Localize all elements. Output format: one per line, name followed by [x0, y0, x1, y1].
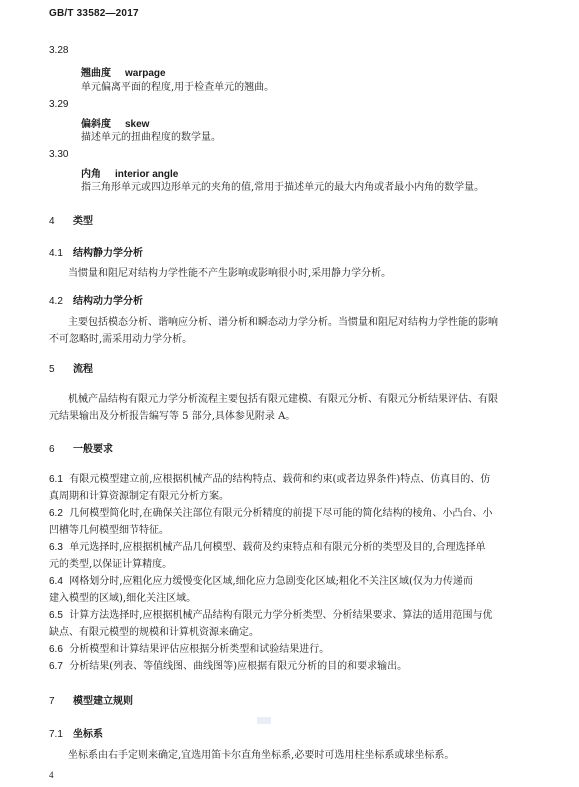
subsection-heading	[49, 292, 143, 307]
clause-number: 6.6	[49, 644, 63, 655]
page-number: 4	[49, 770, 54, 780]
clause-line	[49, 659, 407, 675]
term-name-en: skew	[125, 119, 150, 130]
clause-line	[49, 608, 492, 624]
clause-number: 6.2	[49, 508, 63, 519]
clause-line: 元的类型,以保证计算精度。	[49, 559, 173, 570]
paragraph-line: 主要包括模态分析、谐响应分析、谱分析和瞬态动力学分析。当惯量和阻尼对结构力学性能的影响	[68, 317, 498, 328]
section-title: 类型	[73, 216, 93, 227]
paragraph-line: 不可忽略时,需采用动力学分析。	[49, 334, 193, 345]
clause-line	[49, 642, 329, 658]
term-name	[81, 115, 149, 130]
section-number: 7	[49, 696, 55, 707]
clause-text: 分析结果(列表、等值线图、曲线图等)应根据有限元分析的目的和要求输出。	[69, 661, 408, 672]
term-definition: 描述单元的扭曲程度的数学量。	[81, 132, 221, 143]
paragraph: 坐标系由右手定则来确定,宜选用笛卡尔直角坐标系,必要时可选用柱坐标系或球坐标系。	[68, 750, 455, 761]
subsection-title: 坐标系	[73, 729, 103, 740]
paragraph-line: 元结果输出及分析报告编写等 5 部分,具体参见附录 A。	[49, 411, 296, 422]
term-number: 3.30	[49, 149, 69, 160]
term-number: 3.29	[49, 99, 69, 110]
clause-line: 缺点、有限元模型的规模和计算机资源来确定。	[49, 627, 259, 638]
subsection-number: 4.2	[49, 296, 63, 307]
clause-text: 网格划分时,应粗化应力缓慢变化区域,细化应力急剧变化区域;粗化不关注区域(仅为力传递而	[69, 576, 473, 587]
term-name-zh: 翘曲度	[81, 68, 111, 79]
clause-number: 6.4	[49, 576, 63, 587]
clause-number: 6.3	[49, 542, 63, 553]
clause-line	[49, 540, 486, 556]
section-title: 流程	[73, 364, 93, 375]
term-name	[81, 64, 166, 79]
clause-text: 分析模型和计算结果评估应根据分析类型和试验结果进行。	[69, 644, 330, 655]
clause-text: 有限元模型建立前,应根据机械产品的结构特点、载荷和约束(或者边界条件)特点、仿真目的、仿	[69, 474, 491, 485]
term-name	[81, 165, 178, 180]
paragraph-line: 机械产品结构有限元力学分析流程主要包括有限元建模、有限元分析、有限元分析结果评估、有限	[68, 394, 498, 405]
term-name-zh: 内角	[81, 169, 101, 180]
term-definition: 单元偏离平面的程度,用于检查单元的翘曲。	[81, 82, 275, 93]
clause-number: 6.7	[49, 661, 63, 672]
clause-text: 单元选择时,应根据机械产品几何模型、载荷及约束特点和有限元分析的类型及目的,合理选择单	[69, 542, 486, 553]
standard-code-header: GB/T 33582—2017	[49, 8, 139, 19]
clause-text: 几何模型简化时,在确保关注部位有限元分析精度的前提下尽可能的简化结构的棱角、小凸台、小	[69, 508, 493, 519]
section-heading	[49, 212, 93, 227]
clause-line: 建入模型的区域),细化关注区域。	[49, 593, 197, 604]
subsection-number: 7.1	[49, 729, 63, 740]
subsection-number: 4.1	[49, 248, 63, 259]
term-name-en: interior angle	[115, 169, 179, 180]
section-title: 模型建立规则	[73, 696, 133, 707]
clause-number: 6.5	[49, 610, 63, 621]
scan-artifact	[257, 717, 271, 724]
section-number: 4	[49, 216, 55, 227]
section-number: 6	[49, 444, 55, 455]
clause-line: 真周期和计算资源制定有限元分析方案。	[49, 491, 229, 502]
subsection-title: 结构动力学分析	[73, 296, 143, 307]
subsection-title: 结构静力学分析	[73, 248, 143, 259]
section-heading	[49, 360, 93, 375]
clause-line	[49, 574, 473, 590]
section-heading	[49, 440, 113, 455]
clause-text: 计算方法选择时,应根据机械产品结构有限元力学分析类型、分析结果要求、算法的适用范围与优	[69, 610, 493, 621]
term-name-en: warpage	[125, 68, 166, 79]
term-definition: 指三角形单元或四边形单元的夹角的值,常用于描述单元的最大内角或者最小内角的数学量。	[81, 182, 485, 193]
section-number: 5	[49, 364, 55, 375]
paragraph: 当惯量和阻尼对结构力学性能不产生影响或影响很小时,采用静力学分析。	[68, 268, 392, 279]
clause-line: 凹槽等几何模型细节特征。	[49, 525, 169, 536]
section-heading	[49, 692, 133, 707]
clause-line	[49, 472, 490, 488]
term-number: 3.28	[49, 45, 69, 56]
term-name-zh: 偏斜度	[81, 119, 111, 130]
clause-line	[49, 506, 492, 522]
clause-number: 6.1	[49, 474, 63, 485]
subsection-heading	[49, 725, 103, 740]
section-title: 一般要求	[73, 444, 113, 455]
subsection-heading	[49, 244, 143, 259]
